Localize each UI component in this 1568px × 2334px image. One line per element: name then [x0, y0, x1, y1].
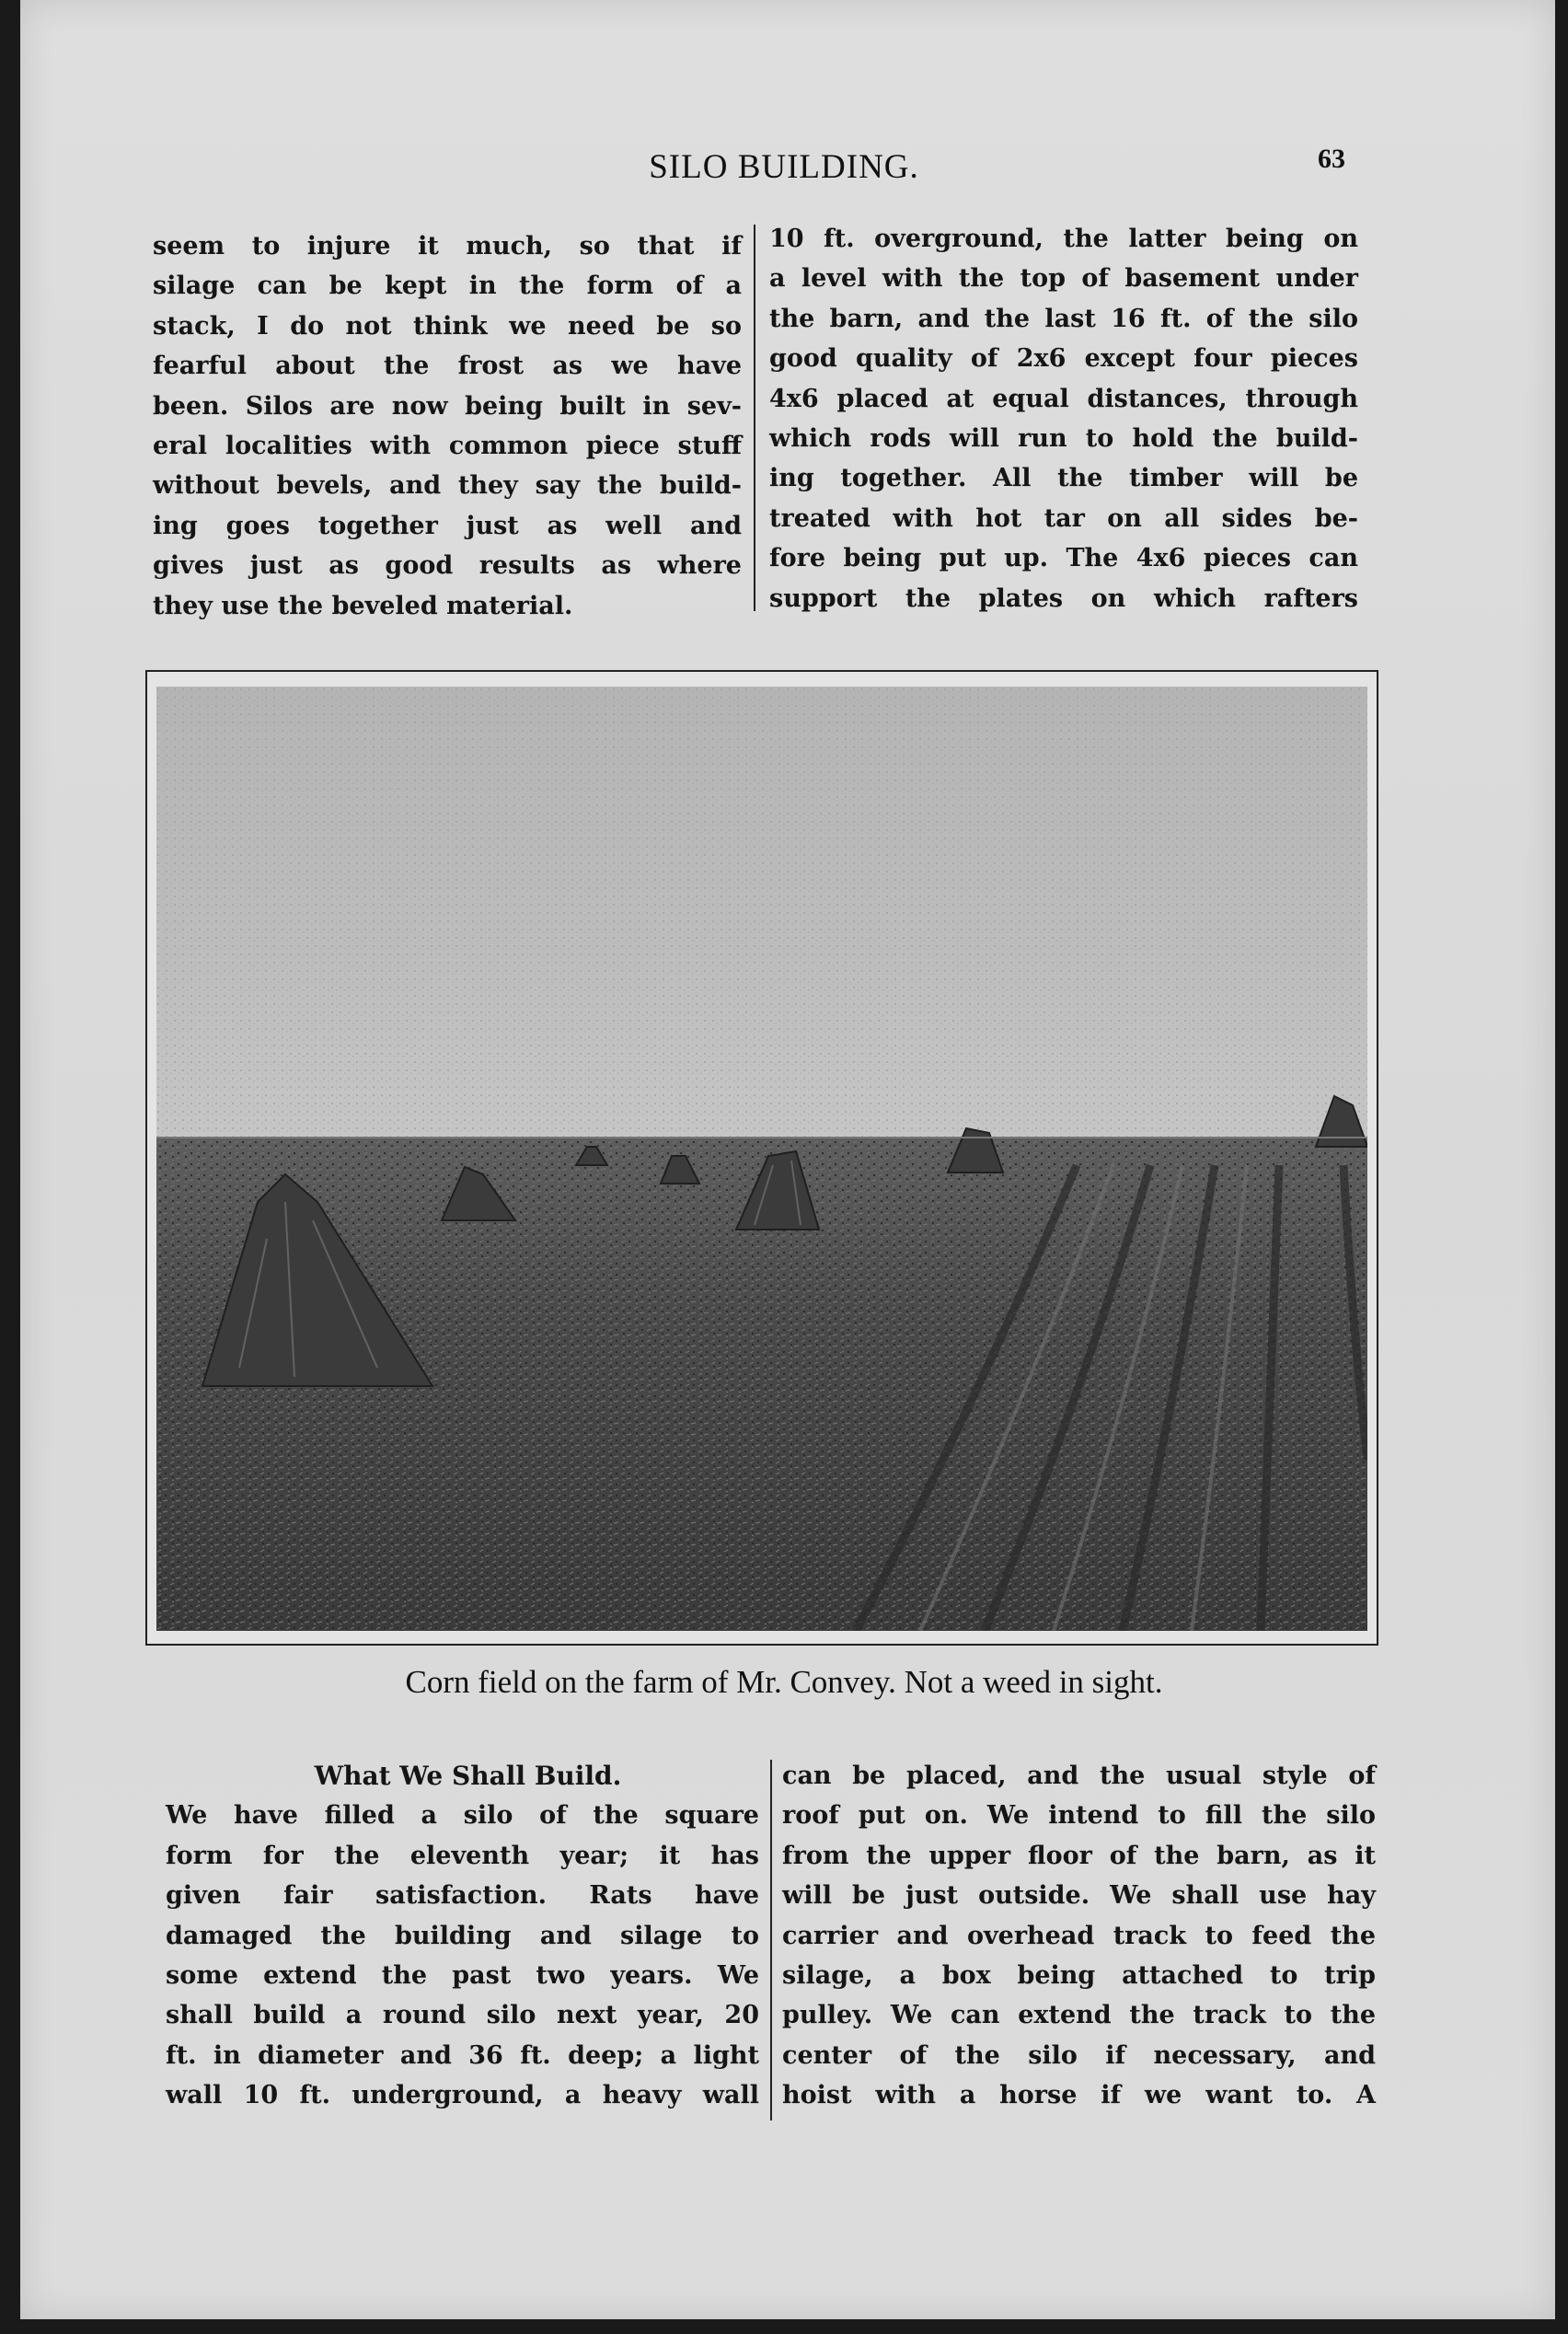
text-line: can be placed, and the usual style of [782, 1762, 1376, 1790]
text-line: silage, a box being attached to trip [782, 1961, 1376, 1991]
text-line: roof put on. We intend to fill the silo [782, 1801, 1376, 1831]
text-line: wall 10 ft. underground, a heavy wall [166, 2081, 759, 2110]
photo-frame [145, 670, 1378, 1646]
bottom-right-column [782, 1756, 1376, 2116]
text-line: the barn, and the last 16 ft. of the silo [769, 304, 1358, 333]
text-line: good quality of 2x6 except four pieces [769, 344, 1358, 374]
text-line: 10 ft. overground, the latter being on [769, 225, 1358, 253]
text-line: support the plates on which rafters [769, 584, 1358, 613]
text-line: hoist with a horse if we want to. A [782, 2081, 1376, 2110]
text-line: without bevels, and they say the build- [153, 471, 742, 501]
text-line: eral localities with common piece stuff [153, 432, 742, 461]
text-line: they use the beveled material. [153, 591, 573, 620]
text-line: shall build a round silo next year, 20 [166, 2001, 759, 2030]
cornfield-photo [156, 687, 1367, 1631]
text-line: silage can be kept in the form of a [153, 272, 742, 301]
text-line: We have filled a silo of the square [166, 1801, 759, 1831]
text-line: pulley. We can extend the track to the [782, 2001, 1376, 2030]
photo-caption: Corn field on the farm of Mr. Convey. Not a weed in sight. [405, 1664, 1163, 1700]
text-line: stack, I do not think we need be so [153, 311, 742, 341]
text-line: fearful about the frost as we have [153, 352, 742, 381]
page-number: 63 [1318, 144, 1345, 174]
text-line: given fair satisfaction. Rats have [166, 1881, 759, 1911]
text-line: 4x6 placed at equal distances, through [769, 384, 1358, 413]
text-line: ft. in diameter and 36 ft. deep; a light [166, 2040, 759, 2070]
text-line: will be just outside. We shall use hay [782, 1881, 1376, 1911]
text-line: carrier and overhead track to feed the [782, 1921, 1376, 1950]
text-line: been. Silos are now being built in sev- [153, 391, 742, 421]
text-line: from the upper floor of the barn, as it [782, 1841, 1376, 1870]
text-line: center of the silo if necessary, and [782, 2040, 1376, 2070]
text-line: ing together. All the timber will be [769, 464, 1358, 493]
column-rule [770, 1760, 772, 2120]
text-line: a level with the top of basement under [769, 264, 1358, 294]
section-heading: What We Shall Build. [314, 1761, 622, 1791]
text-line: damaged the building and silage to [166, 1921, 759, 1950]
text-line: gives just as good results as where [153, 551, 742, 581]
running-head: SILO BUILDING. [649, 148, 919, 186]
bottom-left-column [166, 1756, 759, 2116]
top-left-column [153, 226, 742, 626]
text-line: some extend the past two years. We [166, 1961, 759, 1991]
text-line: ing goes together just as well and [153, 511, 742, 540]
text-line: seem to injure it much, so that if [153, 232, 742, 260]
column-rule [754, 225, 755, 611]
top-right-column [769, 219, 1358, 618]
text-line: which rods will run to hold the build- [769, 424, 1358, 454]
text-line: treated with hot tar on all sides be- [769, 503, 1358, 533]
text-line: fore being put up. The 4x6 pieces can [769, 544, 1358, 573]
text-line: form for the eleventh year; it has [166, 1841, 759, 1870]
